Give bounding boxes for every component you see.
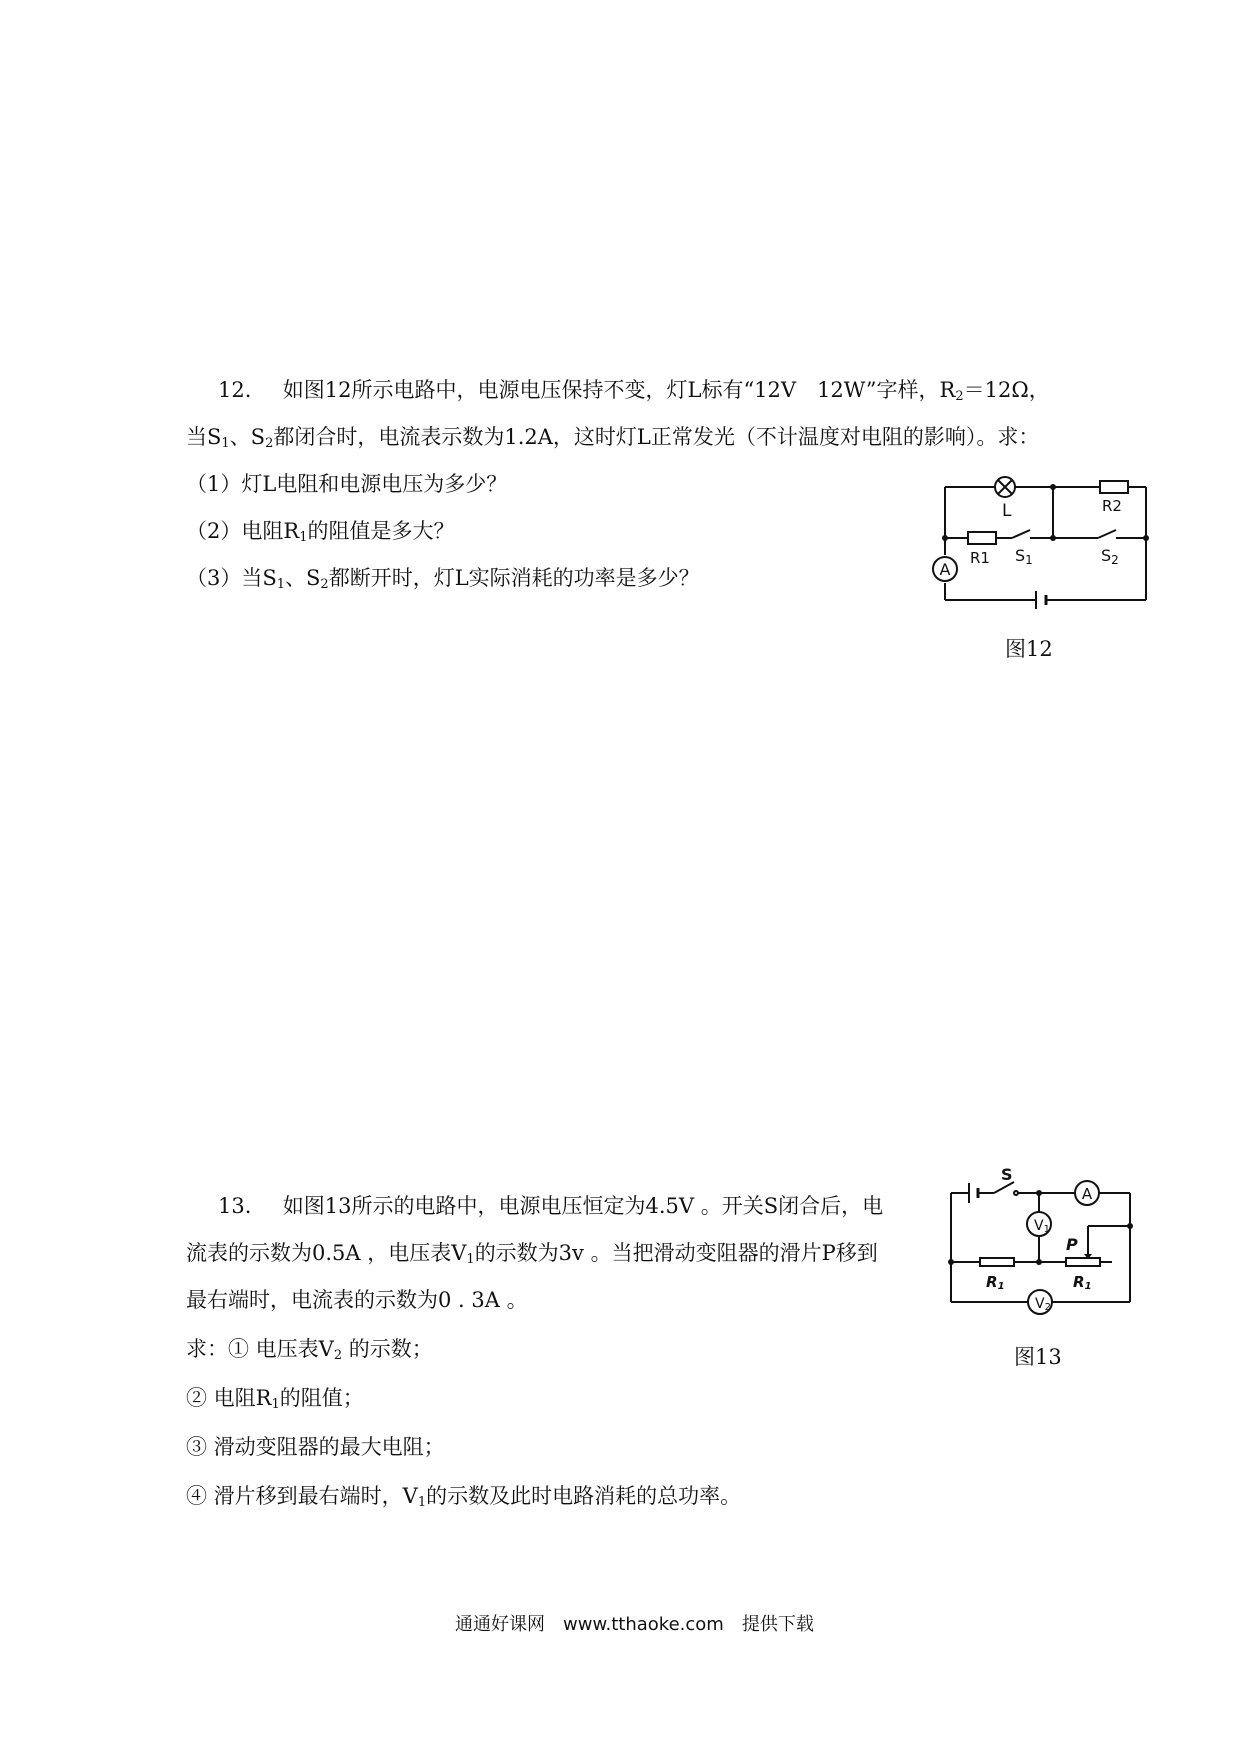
resistor-r2-icon [1100, 481, 1128, 493]
rheostat-icon [1066, 1258, 1100, 1266]
q12-line-1: 12. 如图12所示电路中，电源电压保持不变，灯L标有“12V 12W”字样，$R_2=12\Omega$， [218, 378, 1050, 404]
q13-ask: 求：① 电压表$V_2$ 的示数； [186, 1337, 433, 1363]
q12-subquestion-3: （3）当$S_1$、$S_2$都断开时，灯L实际消耗的功率是多少？ [186, 566, 700, 592]
s2-label: S2 [1101, 546, 1119, 567]
resistor-r1-icon [968, 532, 996, 544]
figure-12-circuit [930, 475, 1160, 615]
v1-label: V1 [1034, 1218, 1050, 1235]
r1-label: R1 [970, 549, 990, 567]
q13-line-3: 最右端时，电流表的示数为0 . 3A 。 [186, 1288, 528, 1312]
lamp-icon [995, 477, 1015, 497]
q12-subquestion-1: （1）灯L电阻和电源电压为多少？ [186, 472, 508, 496]
q13-line-1: 13. 如图13所示的电路中，电源电压恒定为4.5V 。开关S闭合后，电 [218, 1194, 884, 1218]
rheostat-label: R1 [1073, 1273, 1092, 1292]
q13-line-2: 流表的示数为0.5A ，电压表$V_1$的示数为3v 。当把滑动变阻器的滑片P移到 [186, 1241, 878, 1267]
q13-item-2: ② 电阻$R_1$的阻值； [186, 1386, 364, 1412]
battery-icon [1036, 591, 1046, 609]
s1-label: S1 [1015, 546, 1033, 567]
switch-label: S [1001, 1165, 1013, 1184]
q12-subquestion-2: （2）电阻$R_1$的阻值是多大？ [186, 519, 455, 545]
figure-13-caption: 图13 [1014, 1345, 1062, 1369]
p-label: P [1066, 1235, 1078, 1254]
ammeter-label: A [1081, 1185, 1093, 1203]
v2-label: V2 [1035, 1296, 1051, 1313]
figure-12-caption: 图12 [1005, 637, 1053, 661]
q12-line-2: 当$S_1$、$S_2$都闭合时，电流表示数为1.2A，这时灯L正常发光（不计温度对电阻的影响）。求： [186, 425, 1040, 451]
battery-icon [969, 1183, 978, 1203]
q13-number: 13. [218, 1194, 252, 1218]
q12-number: 12. [218, 378, 252, 402]
r2-label: R2 [1102, 497, 1122, 515]
ammeter-label: A [939, 560, 951, 579]
lamp-label: L [1002, 501, 1012, 521]
switch-s1-icon [1012, 530, 1030, 538]
r1-label: R1 [986, 1273, 1005, 1292]
switch-s2-icon [1098, 530, 1116, 538]
footer-credit: 通通好课网 www.tthaoke.com 提供下载 [455, 1614, 814, 1635]
q13-item-3: ③ 滑动变阻器的最大电阻； [186, 1435, 445, 1459]
figure-13-circuit [940, 1160, 1145, 1320]
resistor-r1-icon [980, 1258, 1014, 1266]
q13-item-4: ④ 滑片移到最右端时，$V_1$的示数及此时电路消耗的总功率。 [186, 1484, 742, 1510]
